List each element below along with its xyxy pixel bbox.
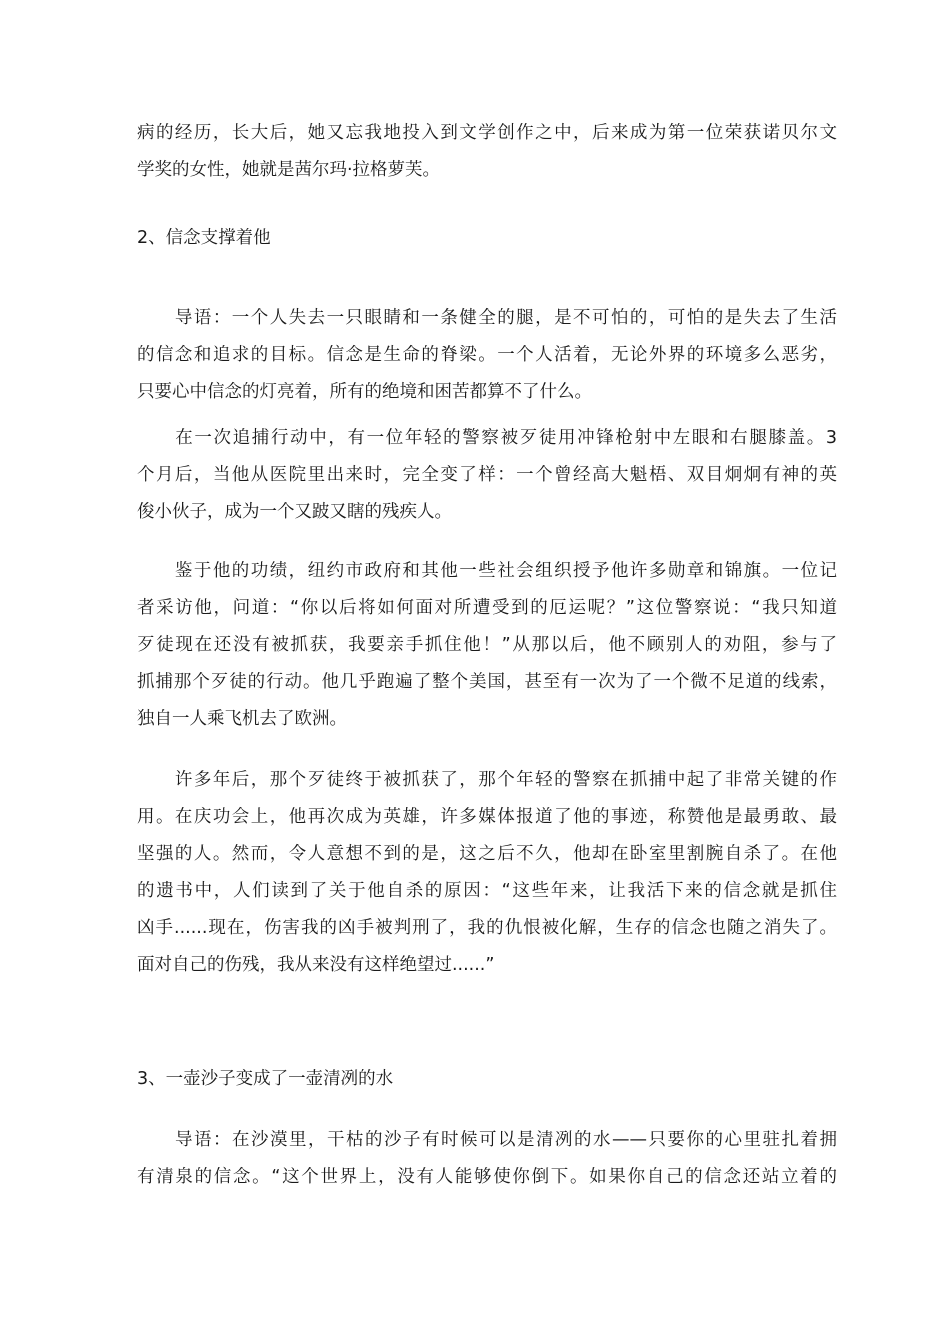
section-2-paragraph-2: [137, 420, 837, 531]
text-line: 个月后，当他从医院里出来时，完全变了样：一个曾经高大魁梧、双目炯炯有神的英: [137, 465, 837, 485]
text-line: 用。在庆功会上，他再次成为英雄，许多媒体报道了他的事迹，称赞他是最勇敢、最: [137, 807, 837, 827]
text-line: 凶手......现在，伤害我的凶手被判刑了，我的仇恨被化解，生存的信念也随之消失了。: [137, 918, 837, 938]
text-line: 导语：在沙漠里，干枯的沙子有时候可以是清冽的水——只要你的心里驻扎着拥: [137, 1130, 837, 1150]
text-line: 鉴于他的功绩，纽约市政府和其他一些社会组织授予他许多勋章和锦旗。一位记: [137, 561, 837, 581]
text-line: 导语：一个人失去一只眼睛和一条健全的腿，是不可怕的，可怕的是失去了生活: [137, 308, 837, 328]
text-line: 只要心中信念的灯亮着，所有的绝境和困苦都算不了什么。: [137, 382, 592, 402]
section-2-paragraph-3: [137, 553, 837, 738]
text-line: 抓捕那个歹徒的行动。他几乎跑遍了整个美国，甚至有一次为了一个微不足道的线索，: [137, 672, 837, 692]
text-line: 歹徒现在还没有被抓获，我要亲手抓住他！”从那以后，他不顾别人的劝阻，参与了: [137, 635, 837, 655]
text-line: 的信念和追求的目标。信念是生命的脊梁。一个人活着，无论外界的环境多么恶劣，: [137, 345, 837, 365]
text-line: 坚强的人。然而，令人意想不到的是，这之后不久，他却在卧室里割腕自杀了。在他: [137, 844, 837, 864]
text-line: 许多年后，那个歹徒终于被抓获了，那个年轻的警察在抓捕中起了非常关键的作: [137, 770, 837, 790]
section-2-paragraph-1: [137, 300, 837, 411]
text-line: 有清泉的信念。“这个世界上，没有人能够使你倒下。如果你自己的信念还站立着的: [137, 1167, 837, 1187]
text-line: 学奖的女性，她就是茜尔玛·拉格萝芙。: [137, 160, 441, 180]
text-line: 在一次追捕行动中，有一位年轻的警察被歹徒用冲锋枪射中左眼和右腿膝盖。3: [137, 428, 837, 448]
text-line: 病的经历，长大后，她又忘我地投入到文学创作之中，后来成为第一位荣获诺贝尔文: [137, 123, 837, 143]
text-line: 面对自己的伤残，我从来没有这样绝望过......”: [137, 955, 495, 975]
text-line: 独自一人乘飞机去了欧洲。: [137, 709, 347, 729]
section-3-heading: 3、一壶沙子变成了一壶清冽的水: [137, 1069, 394, 1089]
text-line: 俊小伙子，成为一个又跛又瞎的残疾人。: [137, 502, 452, 522]
section-3-paragraph-1: [137, 1122, 837, 1196]
section-2-paragraph-4: [137, 762, 837, 984]
text-line: 的遗书中，人们读到了关于他自杀的原因：“这些年来，让我活下来的信念就是抓住: [137, 881, 837, 901]
text-line: 者采访他，问道：“你以后将如何面对所遭受到的厄运呢？”这位警察说：“我只知道: [137, 598, 837, 618]
section-2-heading: 2、信念支撑着他: [137, 228, 271, 248]
continuation-paragraph: [137, 115, 837, 189]
